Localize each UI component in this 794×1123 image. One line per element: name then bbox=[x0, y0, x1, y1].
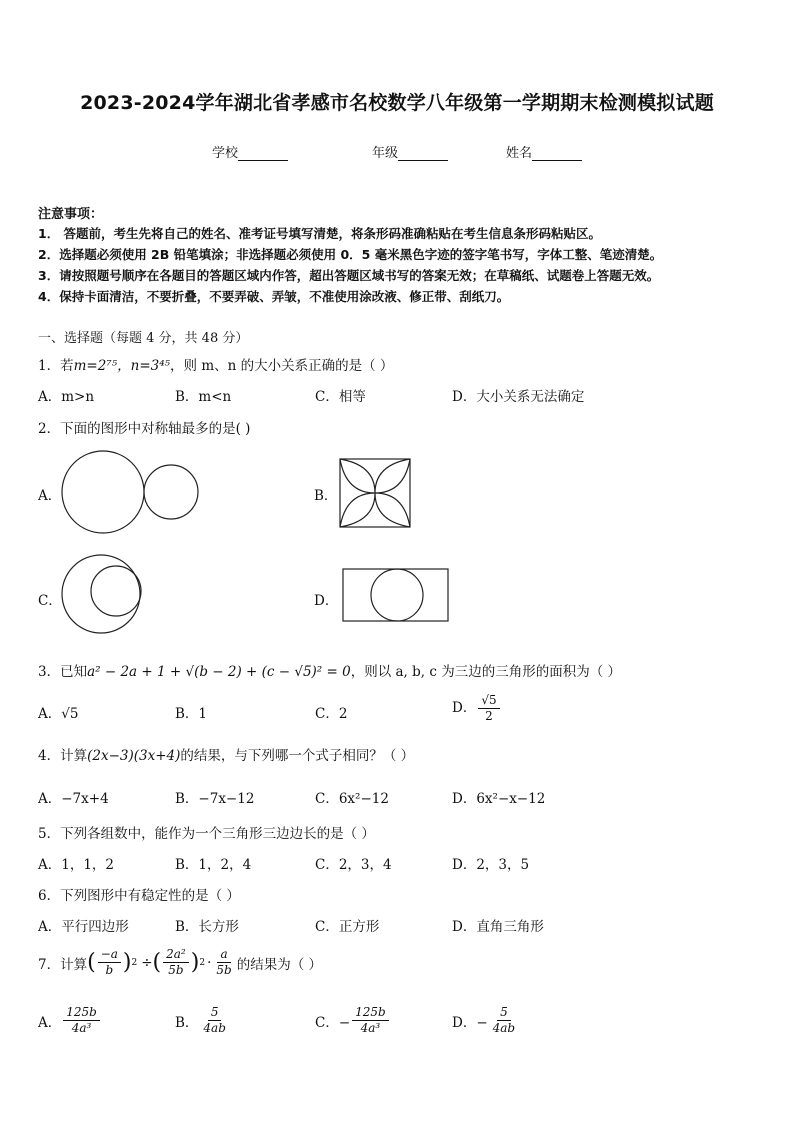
grade-blank[interactable] bbox=[398, 146, 448, 161]
q7-c-label: C．− bbox=[315, 1014, 351, 1031]
q3-d-denominator: 2 bbox=[485, 709, 493, 723]
section-heading: 一、选择题（每题 4 分，共 48 分） bbox=[38, 331, 249, 346]
q4-option-c[interactable]: C．6x²−12 bbox=[315, 791, 389, 807]
q1-math: m=2⁷⁵，n=3⁴⁵ bbox=[73, 358, 171, 374]
q4-math: (2x−3)(3x+4) bbox=[87, 748, 181, 764]
q7-fraction-2 bbox=[163, 947, 189, 978]
grade-field bbox=[372, 142, 448, 161]
q2-option-a[interactable]: A． bbox=[38, 488, 62, 504]
q5-option-c[interactable]: C．2，3，4 bbox=[315, 857, 392, 873]
q1-option-c[interactable]: C．相等 bbox=[315, 389, 366, 405]
q7-b-fraction bbox=[200, 1005, 228, 1036]
q7-a-den: 4a³ bbox=[71, 1021, 92, 1035]
question-6: 6．下列图形中有稳定性的是（ ） bbox=[38, 888, 240, 904]
q7-b-den: 4ab bbox=[203, 1021, 226, 1035]
grade-label: 年级 bbox=[372, 146, 399, 161]
q7-f2-den: 5b bbox=[168, 963, 184, 977]
note-3: 3．请按照题号顺序在各题目的答题区域内作答，超出答题区域书写的答案无效；在草稿纸、试题卷上答题无效。 bbox=[38, 268, 660, 283]
page-title: 2023-2024学年湖北省孝感市名校数学八年级第一学期期末检测模拟试题 bbox=[80, 92, 714, 114]
q3-option-a[interactable]: A．√5 bbox=[38, 706, 79, 722]
question-3 bbox=[38, 660, 621, 680]
q3-prefix: 3．已知 bbox=[38, 664, 88, 680]
note-4: 4．保持卡面清洁，不要折叠，不要弄破、弄皱，不准使用涂改液、修正带、刮纸刀。 bbox=[38, 289, 510, 304]
q3-math: a² − 2a + 1 + √(b − 2) + (c − √5)² = 0 bbox=[87, 664, 351, 680]
q7-c-num: 125b bbox=[352, 1005, 389, 1021]
q7-a-label: A． bbox=[38, 1014, 62, 1031]
q7-fraction-1 bbox=[98, 947, 121, 978]
school-blank[interactable] bbox=[238, 146, 288, 161]
q6-option-a[interactable]: A．平行四边形 bbox=[38, 919, 129, 935]
q7-option-a[interactable] bbox=[38, 1005, 102, 1036]
q4-option-b[interactable]: B．−7x−12 bbox=[175, 791, 255, 807]
q2-option-d[interactable]: D． bbox=[314, 593, 339, 609]
q5-option-b[interactable]: B．1，2，4 bbox=[175, 857, 252, 873]
q7-b-label: B． bbox=[175, 1014, 199, 1031]
question-7 bbox=[38, 947, 322, 978]
q7-exponent-1: 2 bbox=[131, 957, 138, 968]
q5-option-a[interactable]: A．1，1，2 bbox=[38, 857, 115, 873]
q2-figure-d bbox=[341, 566, 451, 624]
q7-f3-num: a bbox=[217, 947, 230, 963]
q7-b-num: 5 bbox=[208, 1005, 222, 1021]
q2-figure-c bbox=[60, 553, 144, 637]
q3-option-c[interactable]: C．2 bbox=[315, 706, 348, 722]
q7-paren-close-1: ) bbox=[122, 950, 132, 975]
school-label: 学校 bbox=[212, 146, 239, 161]
note-2: 2．选择题必须使用 2B 铅笔填涂；非选择题必须使用 0．5 毫米黑色字迹的签字笔书写，字体工整、笔迹清楚。 bbox=[38, 247, 663, 262]
q7-a-num: 125b bbox=[63, 1005, 100, 1021]
question-2: 2．下面的图形中对称轴最多的是( ) bbox=[38, 421, 251, 437]
q3-d-numerator: √5 bbox=[478, 693, 499, 709]
q7-c-fraction bbox=[352, 1005, 389, 1036]
q7-f1-den: b bbox=[105, 963, 114, 977]
question-4 bbox=[38, 744, 414, 764]
q7-f1-num: −a bbox=[98, 947, 121, 963]
name-label: 姓名 bbox=[506, 146, 533, 161]
q7-d-den: 4ab bbox=[492, 1021, 516, 1035]
q7-paren-open-2: ( bbox=[152, 950, 162, 975]
school-field bbox=[212, 142, 288, 161]
q4-prefix: 4．计算 bbox=[38, 748, 88, 764]
q2-option-c[interactable]: C． bbox=[38, 593, 62, 609]
q3-option-b[interactable]: B．1 bbox=[175, 706, 208, 722]
q6-option-b[interactable]: B．长方形 bbox=[175, 919, 239, 935]
q7-prefix: 7．计算 bbox=[38, 956, 88, 973]
q7-option-b[interactable] bbox=[175, 1005, 231, 1036]
q7-d-label: D．− bbox=[452, 1014, 488, 1031]
q1-option-d[interactable]: D．大小关系无法确定 bbox=[452, 389, 585, 405]
q2-option-b[interactable]: B． bbox=[314, 488, 338, 504]
q2-figure-b bbox=[338, 457, 412, 529]
q7-suffix: 的结果为（ ） bbox=[236, 956, 322, 973]
q7-d-fraction bbox=[490, 1005, 518, 1036]
q7-c-den: 4a³ bbox=[360, 1021, 381, 1035]
q2-figure-a bbox=[60, 448, 210, 538]
q3-option-d-label: D． bbox=[452, 700, 477, 716]
q4-option-d[interactable]: D．6x²−x−12 bbox=[452, 791, 546, 807]
q3-suffix: ，则以 a, b, c 为三边的三角形的面积为（ ） bbox=[350, 664, 621, 680]
name-field bbox=[506, 142, 582, 161]
q6-option-c[interactable]: C．正方形 bbox=[315, 919, 380, 935]
q7-d-num: 5 bbox=[497, 1005, 511, 1021]
q7-divide-sign: ÷ bbox=[141, 954, 153, 971]
q7-option-c[interactable] bbox=[315, 1005, 391, 1036]
q3-option-d-fraction bbox=[478, 693, 499, 724]
q1-prefix: 1．若 bbox=[38, 358, 74, 374]
q4-suffix: 的结果，与下列哪一个式子相同？（ ） bbox=[180, 748, 415, 764]
q7-dot-sign: · bbox=[207, 954, 212, 971]
note-1: 1． 答题前，考生先将自己的姓名、准考证号填写清楚，将条形码准确粘贴在考生信息条形码粘贴区。 bbox=[38, 226, 602, 241]
q1-option-b[interactable]: B．m<n bbox=[175, 389, 232, 405]
question-1 bbox=[38, 354, 393, 374]
q1-suffix: ，则 m、n 的大小关系正确的是（ ） bbox=[170, 358, 394, 374]
q7-exponent-2: 2 bbox=[199, 957, 206, 968]
notes-title: 注意事项： bbox=[38, 207, 104, 222]
q7-option-d[interactable] bbox=[452, 1005, 520, 1036]
q1-option-a[interactable]: A．m>n bbox=[38, 389, 95, 405]
q4-option-a[interactable]: A．−7x+4 bbox=[38, 791, 109, 807]
name-blank[interactable] bbox=[532, 146, 582, 161]
q6-option-d[interactable]: D．直角三角形 bbox=[452, 919, 544, 935]
q7-f2-num: 2a² bbox=[163, 947, 189, 963]
q7-a-fraction bbox=[63, 1005, 100, 1036]
q7-f3-den: 5b bbox=[216, 963, 232, 977]
q7-paren-close-2: ) bbox=[190, 950, 200, 975]
q3-option-d[interactable] bbox=[452, 693, 502, 724]
q7-paren-open-1: ( bbox=[87, 950, 96, 975]
question-5: 5．下列各组数中，能作为一个三角形三边边长的是（ ） bbox=[38, 826, 375, 842]
q5-option-d[interactable]: D．2，3，5 bbox=[452, 857, 530, 873]
q7-fraction-3 bbox=[213, 947, 234, 978]
